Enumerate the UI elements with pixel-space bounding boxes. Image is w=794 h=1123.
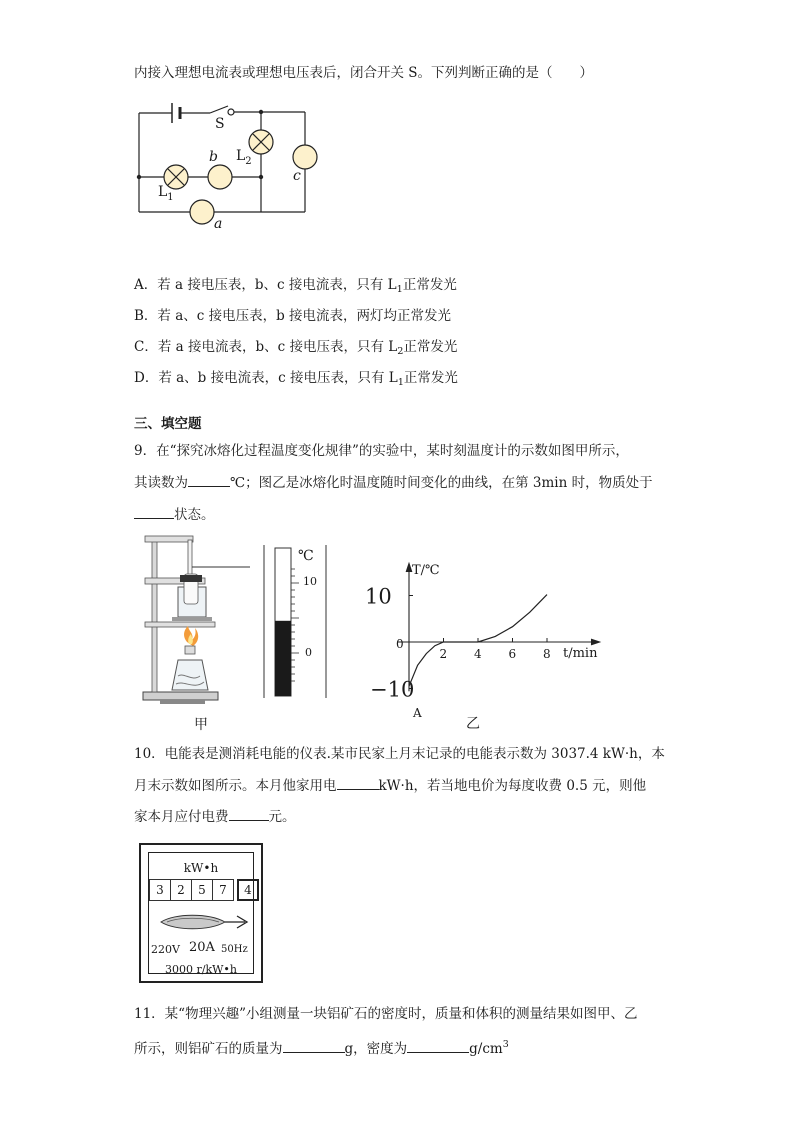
chart-x-arrow — [591, 639, 600, 645]
q8-option-d: D．若 a、b 接电流表，c 接电压表，只有 $L_1$正常发光 — [134, 370, 458, 388]
chart-xlabel: t/min — [563, 646, 598, 661]
meter-voltage: 220V — [151, 943, 180, 956]
chart-y-tick-label: −10 — [370, 677, 415, 702]
fig-label-yi: 乙 — [466, 716, 480, 732]
q9-line1: 9．在“探究冰熔化过程温度变化规律”的实验中，某时刻温度计的示数如图甲所示， — [134, 443, 629, 459]
meter-constant: 3000 r/kW•h — [165, 963, 237, 976]
q10-line1: 10．电能表是测消耗电能的仪表.某市民家上月末记录的电能表示数为 3037.4 kW·h，本 — [134, 746, 665, 762]
meter-b-label: b — [209, 149, 218, 165]
q8-option-b: B．若 a、c 接电压表，b 接电流表，两灯均正常发光 — [134, 308, 452, 324]
chart-x-tick-label: 2 — [439, 647, 448, 661]
meter-unit: kW•h — [183, 861, 219, 875]
meter-a-label: a — [214, 216, 223, 232]
meter-rotor-icon — [155, 911, 251, 933]
chart-start-label: A — [413, 706, 422, 720]
chart-y-tick-label: 10 — [365, 584, 392, 609]
q11-line2: 所示，则铝矿石的质量为 g，密度为 $g/cm^3$ — [134, 1039, 509, 1057]
q9-line2: 其读数为 ℃；图乙是冰熔化时温度随时间变化的曲线，在第 3min 时，物质处于 — [134, 475, 653, 491]
lamp-l1-label: $L_1$ — [158, 184, 174, 203]
meter-digit: 5 — [192, 879, 213, 901]
chart-x-tick-label: 4 — [474, 647, 482, 661]
electric-meter — [139, 843, 263, 983]
thermo-tick-0: 0 — [305, 646, 312, 659]
q9-line3: 状态。 — [134, 505, 215, 524]
lamp-l2-label: $L_2$ — [236, 148, 252, 167]
q10-line3: 家本月应付电费 元。 — [134, 809, 296, 825]
q8-option-a: A．若 a 接电压表，b、c 接电流表，只有 $L_1$正常发光 — [134, 277, 457, 295]
switch-label: S — [215, 116, 225, 132]
q10-line2: 月末示数如图所示。本月他家用电 kW·h，若当地电价为每度收费 0.5 元，则他 — [134, 778, 647, 794]
thermo-tick-10: 10 — [303, 575, 317, 588]
meter-digit: 3 — [149, 879, 171, 901]
meter-digit-decimal: 4 — [237, 879, 259, 901]
fig-label-jia: 甲 — [194, 717, 208, 733]
q11-blank-2[interactable] — [407, 1039, 469, 1053]
meter-digit-window — [149, 879, 259, 901]
chart-x-tick-label: 6 — [508, 647, 517, 661]
thermo-unit: ℃ — [298, 548, 314, 564]
chart-ylabel: T/℃ — [412, 563, 440, 578]
meter-frequency: 50Hz — [221, 944, 248, 955]
q10-blank-1[interactable] — [337, 776, 379, 790]
q8-stem: 内接入理想电流表或理想电压表后，闭合开关 S。下列判断正确的是（ ） — [134, 65, 594, 81]
meter-current: 20A — [189, 940, 215, 955]
meter-digit: 7 — [213, 879, 234, 901]
meter-digit: 2 — [171, 879, 192, 901]
q11-blank-1[interactable] — [283, 1039, 345, 1053]
q10-blank-2[interactable] — [229, 807, 269, 821]
section-heading: 三、填空题 — [134, 416, 202, 432]
q11-line1: 11．某“物理兴趣”小组测量一块铝矿石的密度时，质量和体积的测量结果如图甲、乙 — [134, 1006, 638, 1022]
meter-c-label: c — [293, 168, 301, 184]
chart-y-tick-label: 0 — [396, 637, 404, 651]
chart-x-tick-label: 8 — [543, 647, 551, 661]
q8-option-c: C．若 a 接电流表，b、c 接电压表，只有 $L_2$正常发光 — [134, 339, 458, 357]
